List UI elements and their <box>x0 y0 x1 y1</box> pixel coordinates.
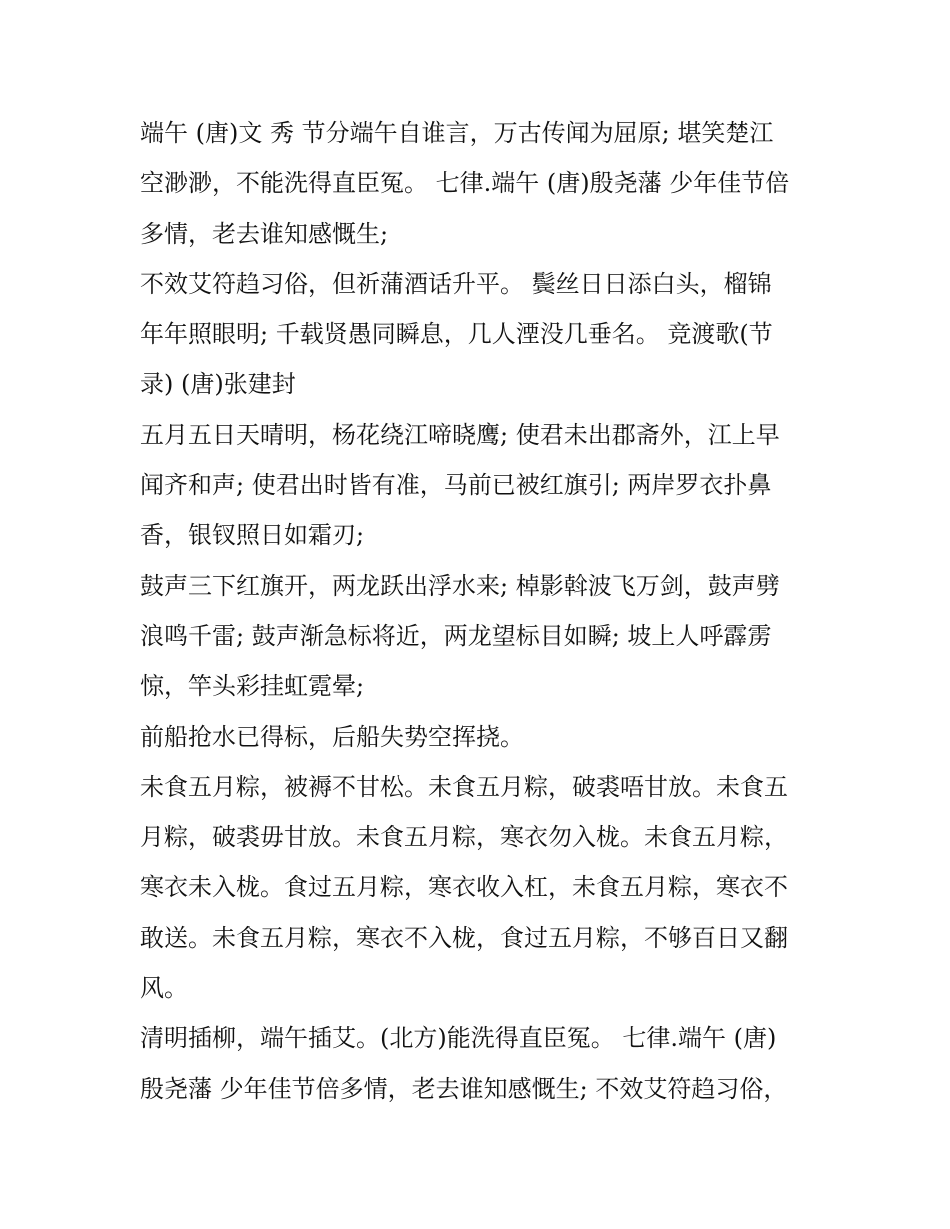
text-line: 端午 (唐)文 秀 节分端午自谁言，万古传闻为屈原; 堪笑楚江 <box>140 119 774 147</box>
text-line: 寒衣未入栊。食过五月粽，寒衣收入杠，未食五月粽，寒衣不 <box>140 873 788 902</box>
text-line: 空渺渺，不能洗得直臣冤。 七律.端午 (唐)殷尧藩 少年佳节倍 <box>140 169 790 198</box>
text-line: 浪鸣千雷; 鼓声渐急标将近，两龙望标目如瞬; 坡上人呼霹雳 <box>140 621 772 650</box>
text-line: 月粽，破裘毋甘放。未食五月粽，寒衣勿入栊。未食五月粽， <box>140 823 788 852</box>
text-line: 未食五月粽，被褥不甘松。未食五月粽，破裘唔甘放。未食五 <box>140 772 788 801</box>
text-line: 年年照眼明; 千载贤愚同瞬息，几人湮没几垂名。 竞渡歌(节 <box>140 320 773 349</box>
paragraph-7 <box>140 1013 812 1114</box>
paragraph-2 <box>140 259 812 410</box>
paragraph-3 <box>140 410 812 561</box>
text-line: 多情，老去谁知感慨生; <box>140 219 389 248</box>
paragraph-5 <box>140 712 812 762</box>
text-line: 惊，竿头彩挂虹霓晕; <box>140 672 365 701</box>
document-body <box>140 108 812 1114</box>
text-line: 清明插柳，端午插艾。(北方)能洗得直臣冤。 七律.端午 (唐) <box>140 1024 777 1053</box>
paragraph-1 <box>140 108 812 259</box>
paragraph-4 <box>140 561 812 712</box>
text-line: 风。 <box>140 974 188 1003</box>
paragraph-6 <box>140 762 812 1013</box>
text-line: 录) (唐)张建封 <box>140 370 296 399</box>
text-line: 香，银钗照日如霜刃; <box>140 521 365 550</box>
text-line: 不效艾符趋习俗，但祈蒲酒话升平。 鬓丝日日添白头，榴锦 <box>140 269 772 298</box>
text-line: 前船抢水已得标，后船失势空挥挠。 <box>140 722 524 751</box>
text-line: 闻齐和声; 使君出时皆有准，马前已被红旗引; 两岸罗衣扑鼻 <box>140 471 772 500</box>
text-line: 敢送。未食五月粽，寒衣不入栊，食过五月粽，不够百日又翻 <box>140 923 788 952</box>
text-line: 鼓声三下红旗开，两龙跃出浮水来; 棹影斡波飞万剑，鼓声劈 <box>140 571 780 600</box>
text-line: 五月五日天晴明，杨花绕江啼晓鹰; 使君未出郡斋外，江上早 <box>140 420 780 449</box>
text-line: 殷尧藩 少年佳节倍多情，老去谁知感慨生; 不效艾符趋习俗， <box>140 1074 788 1103</box>
